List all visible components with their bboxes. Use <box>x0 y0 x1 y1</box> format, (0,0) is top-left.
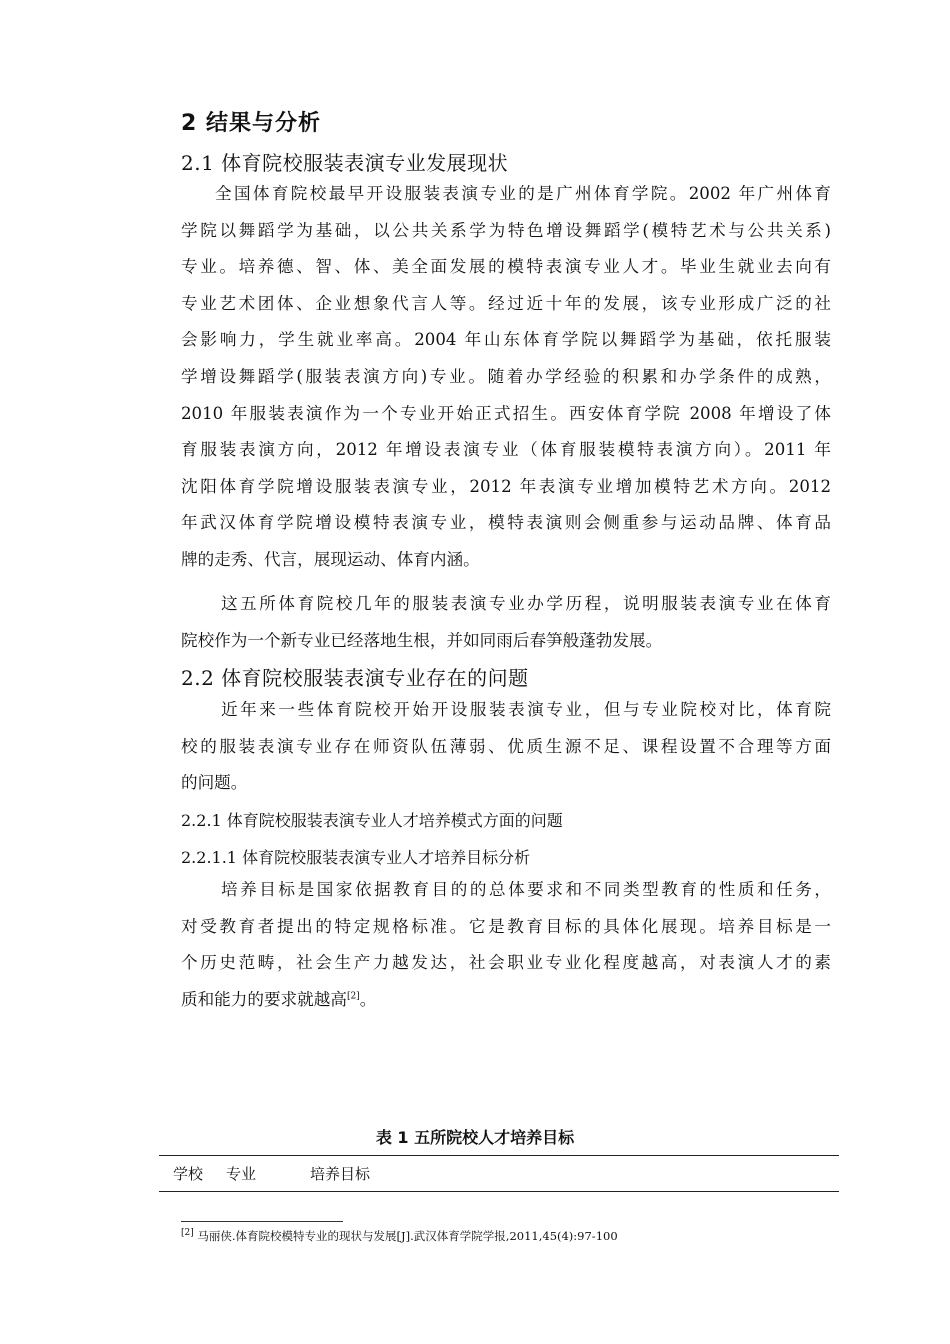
text-line: 近年来一些体育院校开始开设服装表演专业，但与专业院校对比，体育院 <box>221 700 831 719</box>
table-header-school: 学校 <box>173 1165 204 1183</box>
text-line: 专业艺术团体、企业想象代言人等。经过近十年的发展，该专业形成广泛的社 <box>181 293 831 313</box>
paragraph-2-2 <box>181 692 831 802</box>
text-run: 质和能力的要求就越高 <box>181 989 347 1009</box>
paragraph-2-1-b <box>181 586 831 659</box>
paragraph-2-1-a <box>181 176 831 579</box>
footnote-separator <box>181 1221 343 1222</box>
text-line: 个历史范畴，社会生产力越发达，社会职业专业化程度越高，对表演人才的素 <box>181 953 831 973</box>
footnote <box>181 1228 618 1244</box>
text-line: 沈阳体育学院增设服装表演专业，2012 年表演专业增加模特艺术方向。2012 <box>181 476 831 496</box>
subsection-2-2-1-1-heading: 2.2.1.1 体育院校服装表演专业人才培养目标分析 <box>181 848 531 867</box>
table-header-goal: 培养目标 <box>310 1165 371 1183</box>
text-line: 校的服装表演专业存在师资队伍薄弱、优质生源不足、课程设置不合理等方面 <box>181 736 831 756</box>
footnote-text: 马丽侠.体育院校模特专业的现状与发展[J].武汉体育学院学报,2011,45(4):97-100 <box>197 1229 618 1243</box>
text-line: 对受教育者提出的特定规格标准。它是教育目标的具体化展现。培养目标是一 <box>181 916 831 936</box>
text-line: 学院以舞蹈学为基础，以公共关系学为特色增设舞蹈学(模特艺术与公共关系) <box>181 220 831 240</box>
text-line: 的问题。 <box>181 773 248 793</box>
subsection-2-2-heading: 2.2 体育院校服装表演专业存在的问题 <box>181 666 529 690</box>
text-line: 育服装表演方向，2012 年增设表演专业（体育服装模特表演方向）。2011 年 <box>181 440 831 460</box>
section-heading: 2 结果与分析 <box>181 111 321 136</box>
subsection-2-1-heading: 2.1 体育院校服装表演专业发展现状 <box>181 151 509 175</box>
text-line: 年武汉体育学院增设模特表演专业，模特表演则会侧重参与运动品牌、体育品 <box>181 513 831 533</box>
text-line: 专业。培养德、智、体、美全面发展的模特表演专业人才。毕业生就业去向有 <box>181 257 831 277</box>
table-top-rule <box>159 1155 839 1156</box>
citation-ref[interactable]: [2] <box>346 991 360 1002</box>
text-line: 2010 年服装表演作为一个专业开始正式招生。西安体育学院 2008 年增设了体 <box>181 403 831 423</box>
text-line: 学增设舞蹈学(服装表演方向)专业。随着办学经验的积累和办学条件的成熟， <box>181 366 831 386</box>
footnote-marker: [2] <box>181 1228 194 1239</box>
table-header-major: 专业 <box>226 1165 257 1183</box>
table-header-rule <box>159 1191 839 1192</box>
text-line: 牌的走秀、代言，展现运动、体育内涵。 <box>181 549 480 569</box>
text-line: 会影响力，学生就业率高。2004 年山东体育学院以舞蹈学为基础，依托服装 <box>181 330 831 350</box>
text-run: 。 <box>359 989 377 1009</box>
text-line: 全国体育院校最早开设服装表演专业的是广州体育学院。2002 年广州体育 <box>215 184 831 203</box>
subsection-2-2-1-heading: 2.2.1 体育院校服装表演专业人才培养模式方面的问题 <box>181 811 563 830</box>
text-line: 院校作为一个新专业已经落地生根，并如同雨后春笋般蓬勃发展。 <box>181 630 663 650</box>
text-line <box>181 982 831 1019</box>
table-caption: 表 1 五所院校人才培养目标 <box>375 1128 575 1147</box>
paragraph-2-2-1-1 <box>181 872 831 1018</box>
text-line: 培养目标是国家依据教育目的的总体要求和不同类型教育的性质和任务， <box>221 880 831 899</box>
text-line: 这五所体育院校几年的服装表演专业办学历程，说明服装表演专业在体育 <box>221 594 831 613</box>
